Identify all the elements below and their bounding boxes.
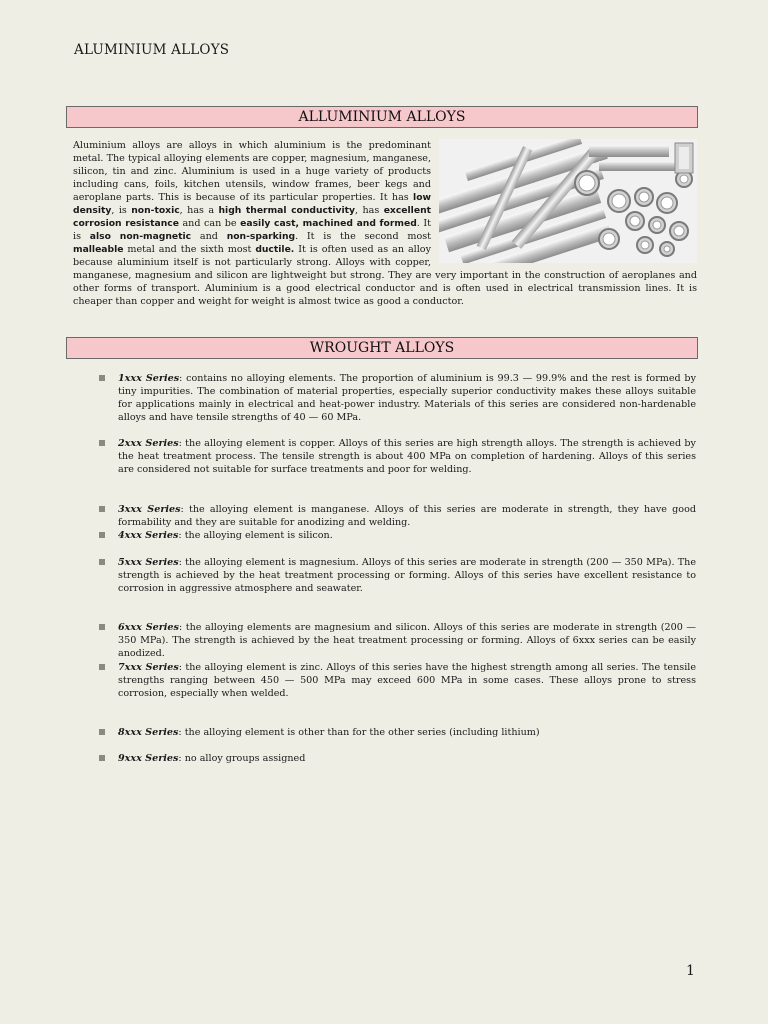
list-item: 2xxx Series: the alloying element is copper. Alloys of this series are high strength alloys. The strength is achieved by the heat treatment process. The tensile strength is about 400 MPa on completion of hardening. Alloys of this series are considered not suitable for surface treatments and poor for welding. [118,437,696,476]
list-item: 3xxx Series: the alloying element is manganese. Alloys of this series are moderate in strength, they have good formability and they are suitable for anodizing and welding. [118,503,696,529]
page-header: ALUMINIUM ALLOYS [74,42,230,58]
bullet-icon [99,664,105,670]
intro-paragraph: Aluminium alloys are alloys in which aluminium is the predominant metal. The typical alloying elements are copper, magnesium, manganese, silicon, tin and zinc. Aluminium is used in a huge variety of products including cans, foils, kitchen utensils, window frames, beer kegs and aeroplane parts. This is because of its particular properties. It has low density, is non-toxic, has a high thermal conductivity, has excellent corrosion resistance and can be easily cast, machined and formed. It is also non-magnetic and non-sparking. It is the second most malleable metal and the sixth most ductile. It is often used as an alloy because aluminium itself is not particularly strong. Alloys with copper, manganese, magnesium and silicon are lightweight but strong. They are very important in the construction of aeroplanes and other forms of transport. Aluminium is a good electrical conductor and is often used in electrical transmission lines. It is cheaper than copper and weight for weight is almost twice as good a conductor. [73,139,697,308]
list-item: 7xxx Series: the alloying element is zinc. Alloys of this series have the highest strength among all series. The tensile strengths ranging between 450 — 500 MPa may exceed 600 MPa in some cases. These alloys prone to stress corrosion, especially when welded. [118,661,696,700]
list-item: 4xxx Series: the alloying element is silicon. [118,529,696,542]
bullet-icon [99,559,105,565]
bullet-icon [99,624,105,630]
bullet-icon [99,729,105,735]
bullet-icon [99,375,105,381]
bullet-icon [99,506,105,512]
section-title-alluminium-alloys: ALLUMINIUM ALLOYS [66,106,698,128]
list-item: 6xxx Series: the alloying elements are magnesium and silicon. Alloys of this series are moderate in strength (200 — 350 MPa). The strength is achieved by the heat treatment processing or forming. Alloys of 6xxx series can be easily anodized. [118,621,696,660]
list-item: 5xxx Series: the alloying element is magnesium. Alloys of this series are moderate in strength (200 — 350 MPa). The strength is achieved by the heat treatment processing or forming. Alloys of this series have excellent resistance to corrosion in aggressive atmosphere and seawater. [118,556,696,595]
list-item: 1xxx Series: contains no alloying elements. The proportion of aluminium is 99.3 — 99.9% and the rest is formed by tiny impurities. The combination of material properties, especially superior conductivity makes these alloys suitable for applications mainly in electrical and heat-power industry. Materials of this series are considered non-hardenable alloys and have tensile strengths of 40 — 60 MPa. [118,372,696,424]
list-item: 9xxx Series: no alloy groups assigned [118,752,696,765]
bullet-icon [99,755,105,761]
bullet-icon [99,532,105,538]
list-item: 8xxx Series: the alloying element is other than for the other series (including lithium) [118,726,696,739]
bullet-icon [99,440,105,446]
aluminium-profiles-image [439,139,697,263]
page-number: 1 [686,963,695,979]
section-title-wrought-alloys: WROUGHT ALLOYS [66,337,698,359]
